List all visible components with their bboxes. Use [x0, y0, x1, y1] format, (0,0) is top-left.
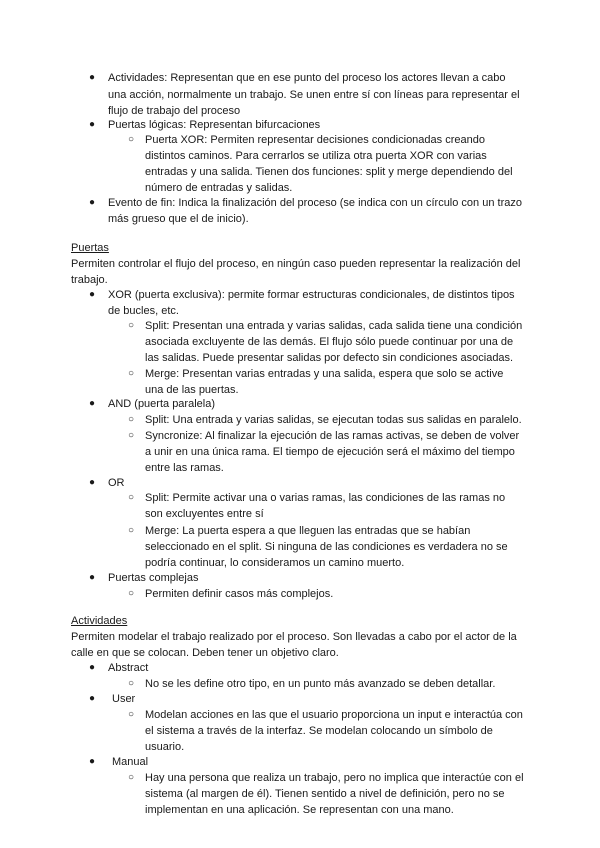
text-line: entre las ramas. [145, 462, 224, 474]
bullet: ● [89, 572, 96, 583]
sub-bullet: ○ [128, 678, 135, 689]
text-line: asociada excluyente de las demás. El flujo sólo puede continuar por una de [145, 336, 514, 348]
text-line: Syncronize: Al finalizar la ejecución de las ramas activas, se deben de volver [145, 430, 520, 442]
bullet: ● [89, 119, 96, 130]
text-line: Merge: Presentan varias entradas y una salida, espera que solo se active [145, 368, 504, 380]
sub-bullet: ○ [128, 772, 135, 783]
text-line: son excluyentes entre sí [145, 508, 264, 520]
bullet: ● [89, 197, 96, 208]
text-line: XOR (puerta exclusiva): permite formar estructuras condicionales, de distintos tipos [108, 289, 515, 301]
section-heading-puertas: Puertas [71, 242, 109, 254]
text-line: sistema (al margen de él). Tienen sentido a nivel de definición, pero no se [145, 788, 505, 800]
bullet: ● [89, 398, 96, 409]
text-line: implementan en una aplicación. Se representan con una mano. [145, 804, 454, 816]
text-line: Actividades: Representan que en ese punto del proceso los actores llevan a cabo [108, 72, 506, 84]
sub-bullet: ○ [128, 368, 135, 379]
text-line: seleccionado en el split. Si ninguna de las condiciones es verdadera no se [145, 541, 508, 553]
text-line: Puertas lógicas: Representan bifurcaciones [108, 119, 321, 131]
text-line: No se les define otro tipo, en un punto más avanzado se deben detallar. [145, 678, 496, 690]
text-line: podría continuar, lo consideramos un camino muerto. [145, 557, 405, 569]
text-line: el sistema a través de la interfaz. Se modelan colocando un símbolo de [145, 725, 493, 737]
text-line: trabajo. [71, 274, 108, 286]
text-line: a unir en una única rama. El tiempo de ejecución será el máximo del tiempo [145, 446, 515, 458]
bullet: ● [89, 662, 96, 673]
sub-bullet: ○ [128, 492, 135, 503]
text-line: número de entradas y salidas. [145, 182, 293, 194]
section-heading-actividades: Actividades [71, 615, 128, 627]
bullet: ● [89, 756, 96, 767]
text-line: Modelan acciones en las que el usuario proporciona un input e interactúa con [145, 709, 523, 721]
text-line: OR [108, 477, 125, 489]
text-line: entradas y una salida. Tienen dos funciones: split y merge dependiendo del [145, 166, 513, 178]
text-line: Permiten modelar el trabajo realizado por el proceso. Son llevadas a cabo por el actor de la [71, 631, 517, 643]
text-line: Puertas complejas [108, 572, 199, 584]
text-line: flujo de trabajo del proceso [108, 105, 241, 117]
text-line: distintos caminos. Para cerrarlos se utiliza otra puerta XOR con varias [145, 150, 487, 162]
sub-bullet: ○ [128, 414, 135, 425]
text-line: Evento de fin: Indica la finalización del proceso (se indica con un círculo con un trazo [108, 197, 522, 209]
sub-bullet: ○ [128, 588, 135, 599]
text-line: Merge: La puerta espera a que lleguen las entradas que se habían [145, 525, 471, 537]
text-line: User [112, 693, 136, 705]
text-line: Puerta XOR: Permiten representar decisiones condicionadas creando [145, 134, 485, 146]
sub-bullet: ○ [128, 525, 135, 536]
text-line: Permiten definir casos más complejos. [145, 588, 334, 600]
sub-bullet: ○ [128, 320, 135, 331]
text-line: Split: Permite activar una o varias ramas, las condiciones de las ramas no [145, 492, 506, 504]
text-line: Manual [112, 756, 149, 768]
text-line: Hay una persona que realiza un trabajo, pero no implica que interactúe con el [145, 772, 524, 784]
bullet: ● [89, 477, 96, 488]
bullet: ● [89, 72, 96, 83]
sub-bullet: ○ [128, 134, 135, 145]
text-line: de bucles, etc. [108, 305, 179, 317]
text-line: usuario. [145, 741, 185, 753]
text-line: Split: Una entrada y varias salidas, se ejecutan todas sus salidas en paralelo. [145, 414, 522, 426]
text-line: Abstract [108, 662, 149, 674]
text-line: calle en que se colocan. Deben tener un objetivo claro. [71, 647, 339, 659]
text-line: Split: Presentan una entrada y varias salidas, cada salida tiene una condición [145, 320, 523, 332]
bullet: ● [89, 693, 96, 704]
sub-bullet: ○ [128, 709, 135, 720]
text-line: Permiten controlar el flujo del proceso, en ningún caso pueden representar la realización del [71, 258, 521, 270]
text-line: más grueso que el de inicio). [108, 213, 249, 225]
text-line: una de las puertas. [145, 384, 239, 396]
sub-bullet: ○ [128, 430, 135, 441]
bullet: ● [89, 289, 96, 300]
text-line: una acción, normalmente un trabajo. Se unen entre sí con líneas para representar el [108, 89, 520, 101]
text-line: las salidas. Puede presentar salidas por defecto sin condiciones asociadas. [145, 352, 514, 364]
text-line: AND (puerta paralela) [108, 398, 215, 410]
